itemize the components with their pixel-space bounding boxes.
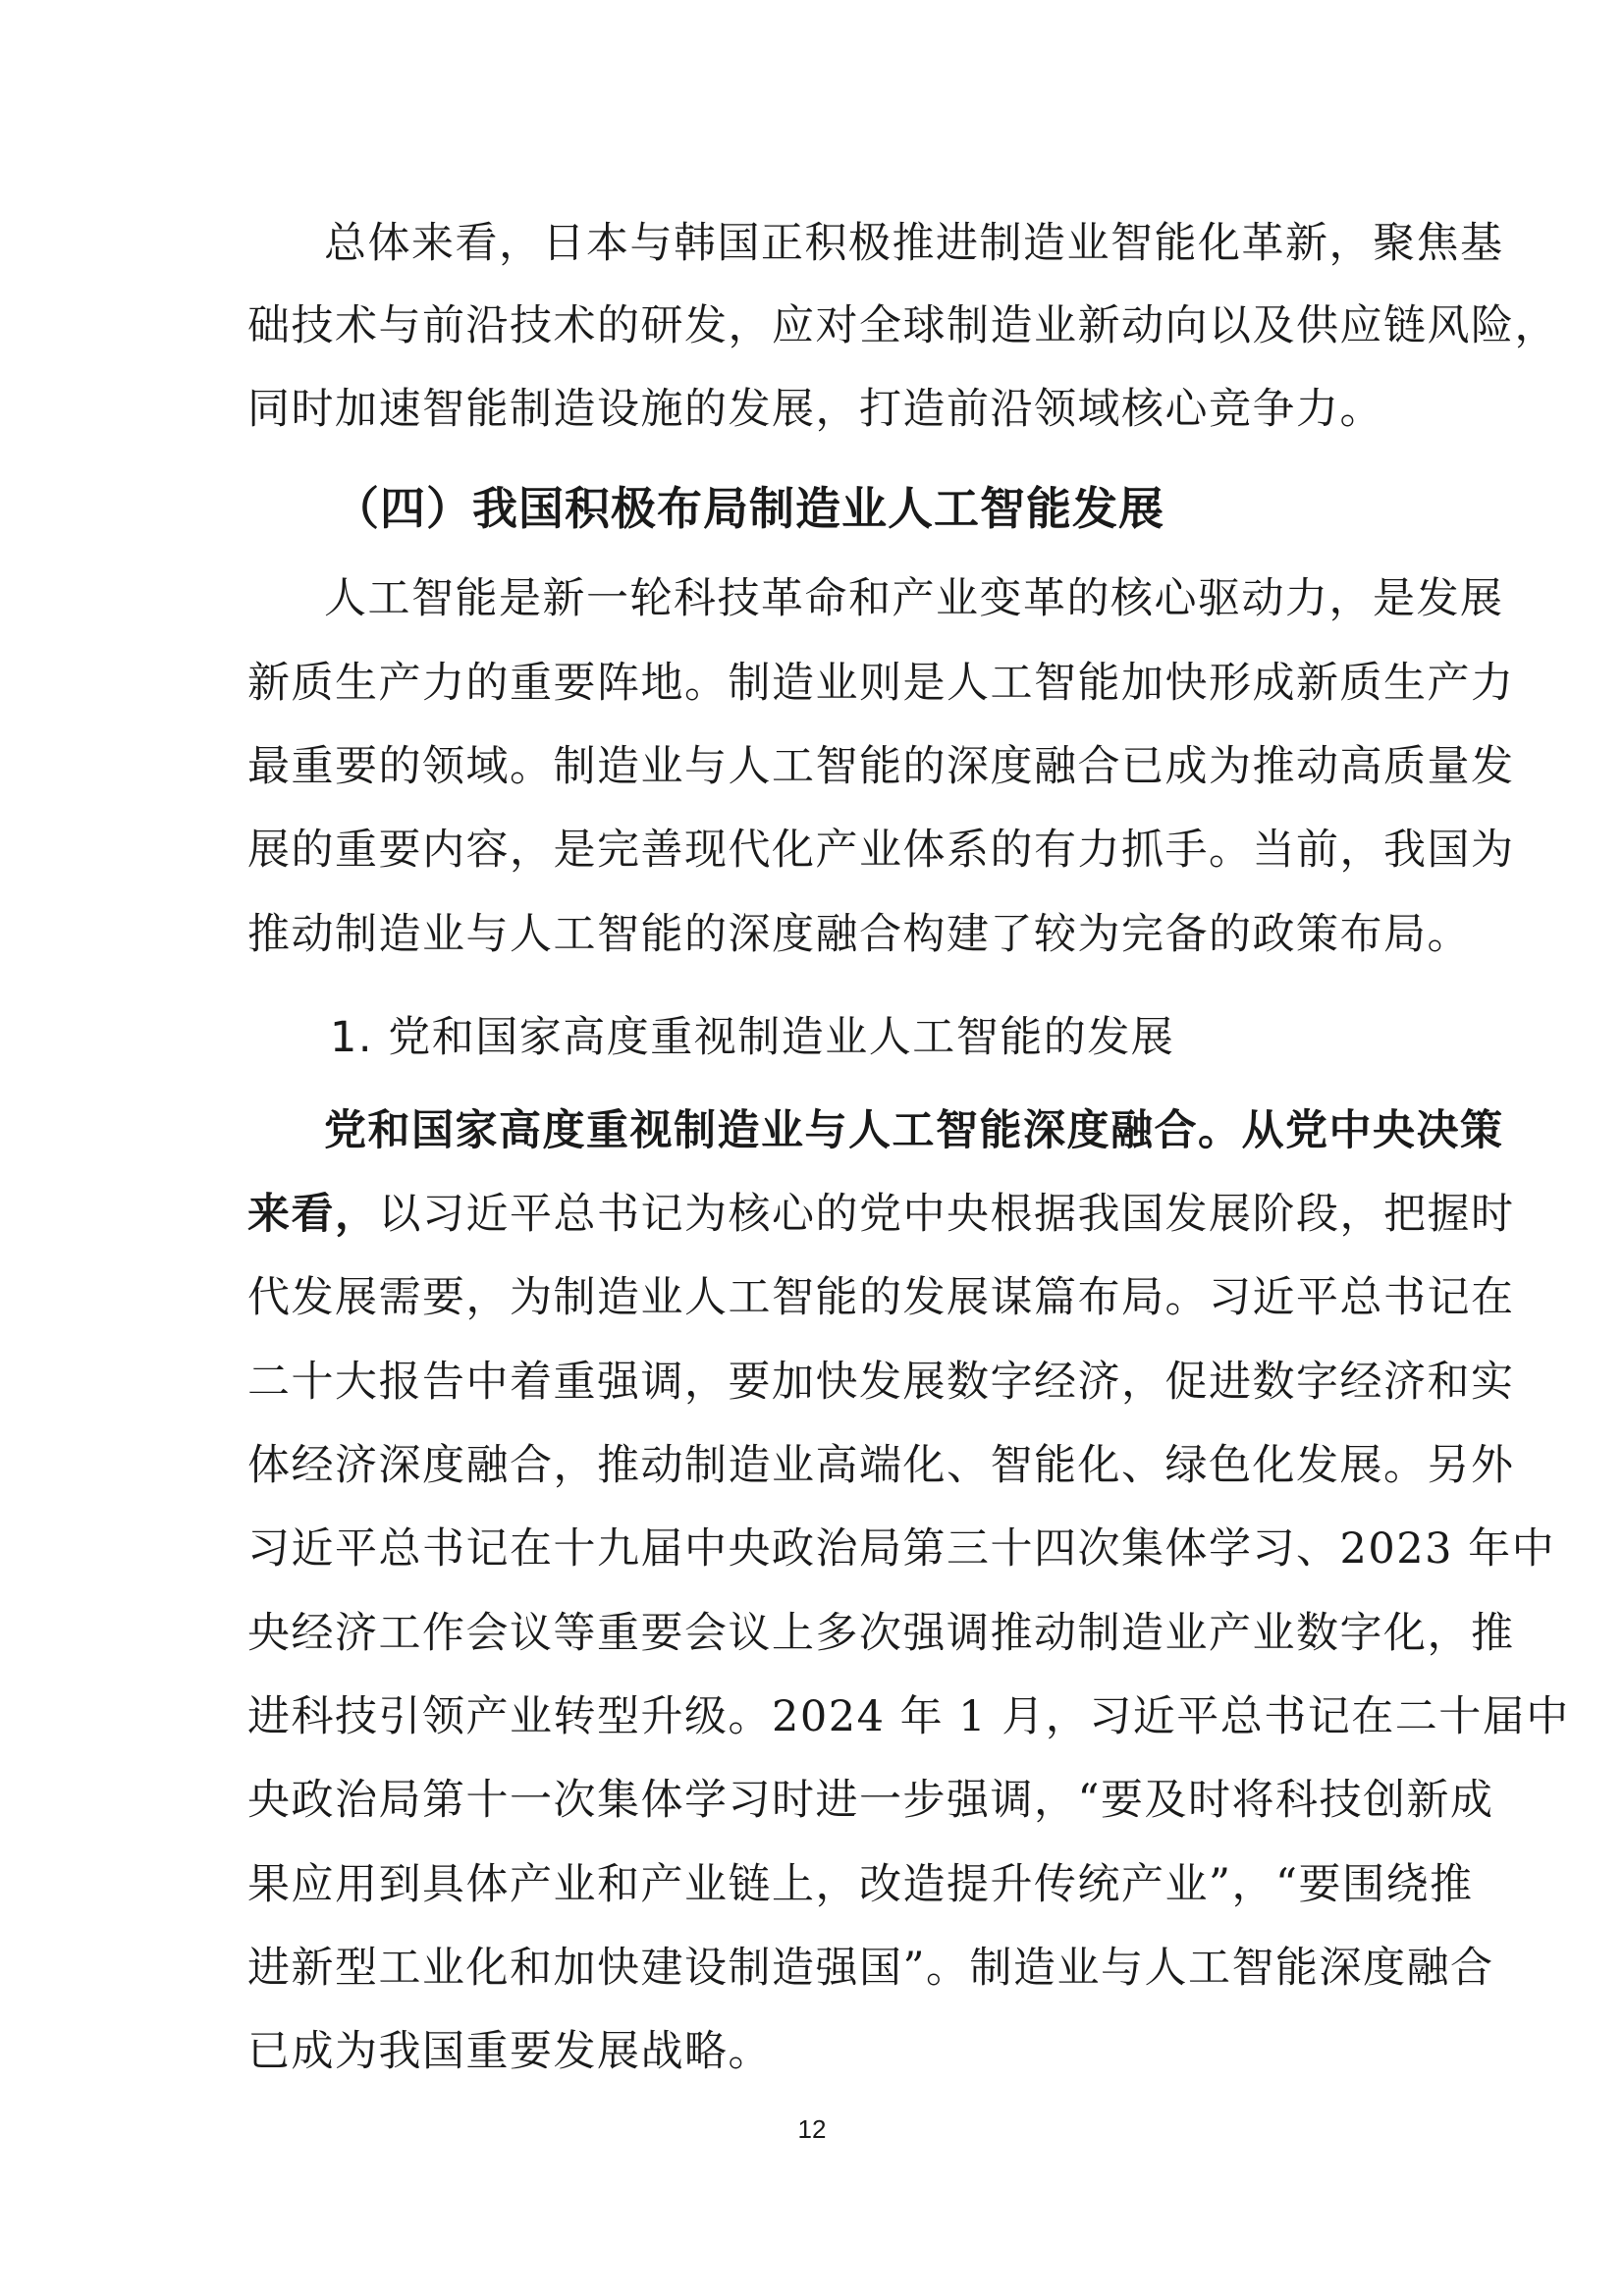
subheading: 1. 党和国家高度重视制造业人工智能的发展: [330, 1013, 1175, 1062]
paragraph-2-line-3: 最重要的领域。制造业与人工智能的深度融合已成为推动高质量发: [247, 742, 1515, 791]
paragraph-2-line-4: 展的重要内容，是完善现代化产业体系的有力抓手。当前，我国为: [247, 826, 1515, 875]
paragraph-3-line-7: 央经济工作会议等重要会议上多次强调推动制造业产业数字化，推: [247, 1609, 1515, 1658]
section-heading: （四）我国积极布局制造业人工智能发展: [334, 482, 1164, 535]
paragraph-3-line-10: 果应用到具体产业和产业链上，改造提升传统产业”，“要围绕推: [247, 1860, 1474, 1909]
paragraph-2-line-1: 人工智能是新一轮科技革命和产业变革的核心驱动力，是发展: [324, 574, 1504, 623]
paragraph-2-line-5: 推动制造业与人工智能的深度融合构建了较为完备的政策布局。: [247, 910, 1471, 959]
paragraph-3-line-12: 已成为我国重要发展战略。: [247, 2027, 772, 2076]
paragraph-3-line-6: 习近平总书记在十九届中央政治局第三十四次集体学习、2023 年中: [247, 1524, 1556, 1574]
paragraph-1-line-3: 同时加速智能制造设施的发展，打造前沿领域核心竞争力。: [247, 385, 1383, 434]
paragraph-3-line-2: [247, 1185, 1515, 1244]
paragraph-3-line-3: 代发展需要，为制造业人工智能的发展谋篇布局。习近平总书记在: [247, 1273, 1515, 1322]
paragraph-1-line-2: 础技术与前沿技术的研发，应对全球制造业新动向以及供应链风险，: [247, 301, 1558, 350]
paragraph-2-line-2: 新质生产力的重要阵地。制造业则是人工智能加快形成新质生产力: [247, 659, 1515, 708]
paragraph-3-line-9: 央政治局第十一次集体学习时进一步强调，“要及时将科技创新成: [247, 1776, 1494, 1825]
paragraph-3-line-5: 体经济深度融合，推动制造业高端化、智能化、绿色化发展。另外: [247, 1441, 1515, 1490]
paragraph-3-line-8: 进科技引领产业转型升级。2024 年 1 月，习近平总书记在二十届中: [247, 1692, 1570, 1741]
page-number: 12: [797, 2114, 827, 2144]
paragraph-3-line-2-text: 以习近平总书记为核心的党中央根据我国发展阶段，把握时: [378, 1190, 1515, 1239]
paragraph-1-line-1: 总体来看，日本与韩国正积极推进制造业智能化革新，聚焦基: [324, 219, 1504, 268]
paragraph-3-line-11: 进新型工业化和加快建设制造强国”。制造业与人工智能深度融合: [247, 1944, 1494, 1993]
paragraph-3-bold-lead: 来看，: [247, 1190, 379, 1239]
paragraph-3-line-4: 二十大报告中着重强调，要加快发展数字经济，促进数字经济和实: [247, 1358, 1515, 1407]
paragraph-3-line-1: 党和国家高度重视制造业与人工智能深度融合。从党中央决策: [324, 1106, 1504, 1155]
